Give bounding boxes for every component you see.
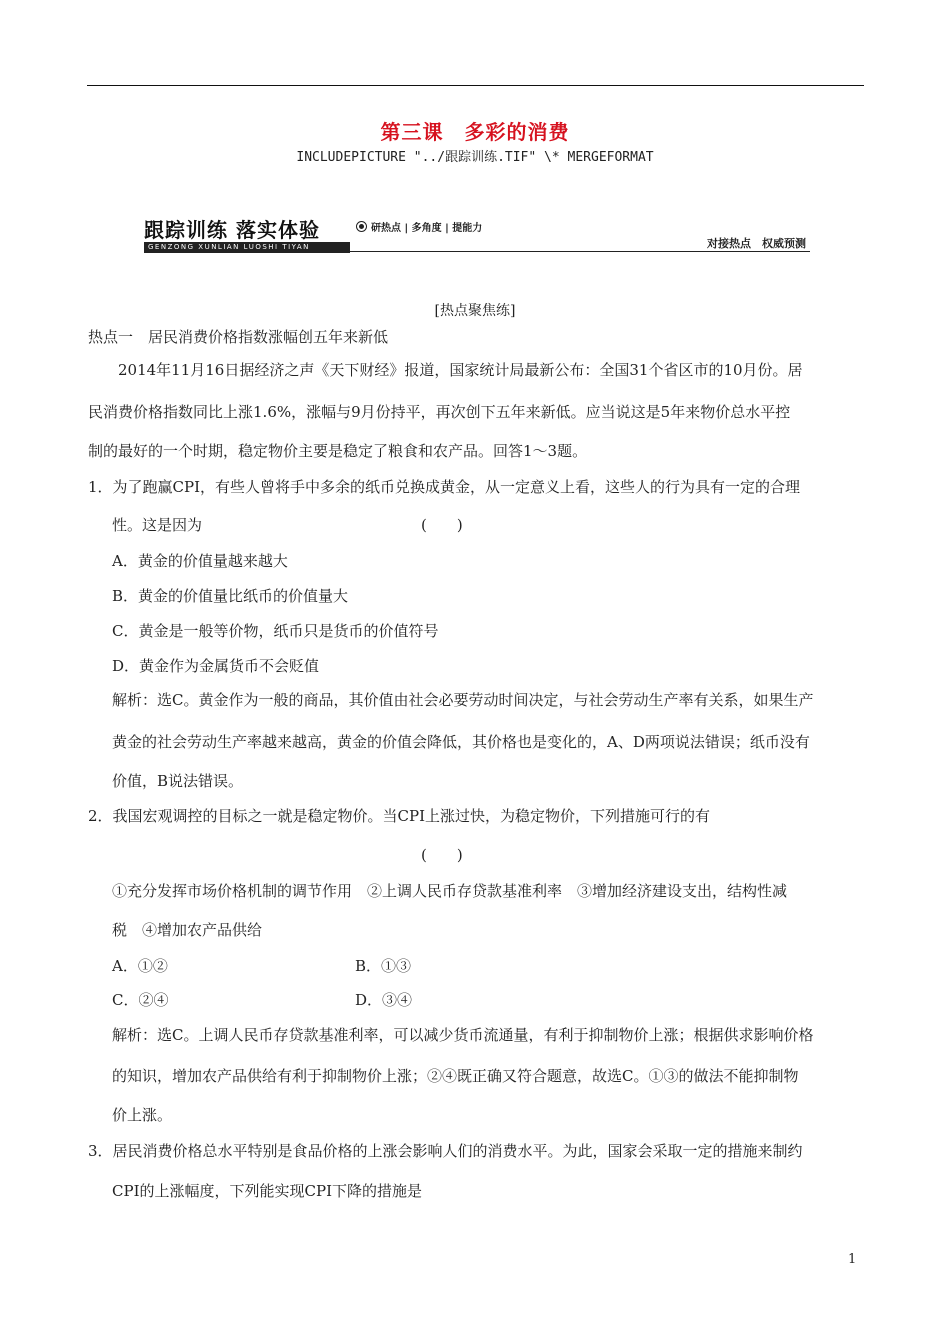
q1-stem: 1．为了跑赢CPI，有些人曾将手中多余的纸币兑换成黄金，从一定意义上看，这些人的行为具有一定的合理: [88, 478, 801, 496]
q1-option: B．黄金的价值量比纸币的价值量大: [112, 587, 349, 605]
q1-analysis: 解析：选C。黄金作为一般的商品，其价值由社会必要劳动时间决定，与社会劳动生产率有关系，如果生产: [112, 691, 814, 709]
q2-items: ①充分发挥市场价格机制的调节作用 ②上调人民币存贷款基准利率 ③增加经济建设支出，结构性减: [112, 882, 788, 900]
intro-line: 制的最好的一个时期，稳定物价主要是稳定了粮食和农产品。回答1～3题。: [88, 442, 588, 460]
banner-pinyin-strip: GENZONG XUNLIAN LUOSHI TIYAN: [144, 242, 350, 253]
q2-analysis: 解析：选C。上调人民币存贷款基准利率，可以减少货币流通量，有利于抑制物价上涨；根据供求影响价格: [112, 1026, 814, 1044]
q2-option: B．①③: [355, 957, 412, 975]
q1-option: C．黄金是一般等价物，纸币只是货币的价值符号: [112, 622, 439, 640]
q2-option: C．②④: [112, 991, 169, 1009]
banner-tags-text: 研热点 | 多角度 | 提能力: [371, 223, 483, 234]
banner-tags: [356, 219, 482, 234]
hotspot-heading: 热点一 居民消费价格指数涨幅创五年来新低: [88, 328, 389, 346]
q1-answer-blank: ( ): [421, 516, 463, 534]
q1-stem: 性。这是因为: [112, 516, 203, 534]
section-title: [热点聚焦练]: [434, 303, 516, 319]
q2-answer-blank: ( ): [421, 846, 463, 864]
q3-stem: 3．居民消费价格总水平特别是食品价格的上涨会影响人们的消费水平。为此，国家会采取一定的措施来制约: [88, 1142, 803, 1160]
header-rule: [87, 85, 864, 86]
include-field-code: INCLUDEPICTURE "../跟踪训练.TIF" \* MERGEFORMAT: [296, 150, 654, 165]
banner-underline: [350, 251, 810, 252]
q1-option: D．黄金作为金属货币不会贬值: [112, 657, 320, 675]
training-banner: [144, 214, 810, 254]
page-number: 1: [848, 1252, 857, 1267]
q2-stem: 2．我国宏观调控的目标之一就是稳定物价。当CPI上涨过快，为稳定物价，下列措施可行的有: [88, 807, 711, 825]
banner-main-text: 跟踪训练 落实体验: [144, 218, 320, 242]
q2-option: D．③④: [355, 991, 413, 1009]
intro-line: 民消费价格指数同比上涨1.6%，涨幅与9月份持平，再次创下五年来新低。应当说这是5年来物价总水平控: [88, 403, 791, 421]
q2-analysis: 价上涨。: [112, 1106, 173, 1124]
lesson-title: 第三课 多彩的消费: [380, 120, 570, 144]
target-icon: [356, 221, 367, 232]
q1-option: A．黄金的价值量越来越大: [112, 552, 288, 570]
q1-analysis: 黄金的社会劳动生产率越来越高，黄金的价值会降低，其价格也是变化的，A、D两项说法错误；纸币没有: [112, 733, 810, 751]
intro-line: 2014年11月16日据经济之声《天下财经》报道，国家统计局最新公布：全国31个省区市的10月份。居: [118, 361, 803, 379]
q2-analysis: 的知识，增加农产品供给有利于抑制物价上涨；②④既正确又符合题意，故选C。①③的做法不能抑制物: [112, 1067, 799, 1085]
q3-stem: CPI的上涨幅度，下列能实现CPI下降的措施是: [112, 1182, 422, 1200]
q2-option: A．①②: [112, 957, 168, 975]
q2-items: 税 ④增加农产品供给: [112, 921, 263, 939]
q1-analysis: 价值，B说法错误。: [112, 772, 244, 790]
banner-right-text: 对接热点 权威预测: [707, 237, 806, 250]
